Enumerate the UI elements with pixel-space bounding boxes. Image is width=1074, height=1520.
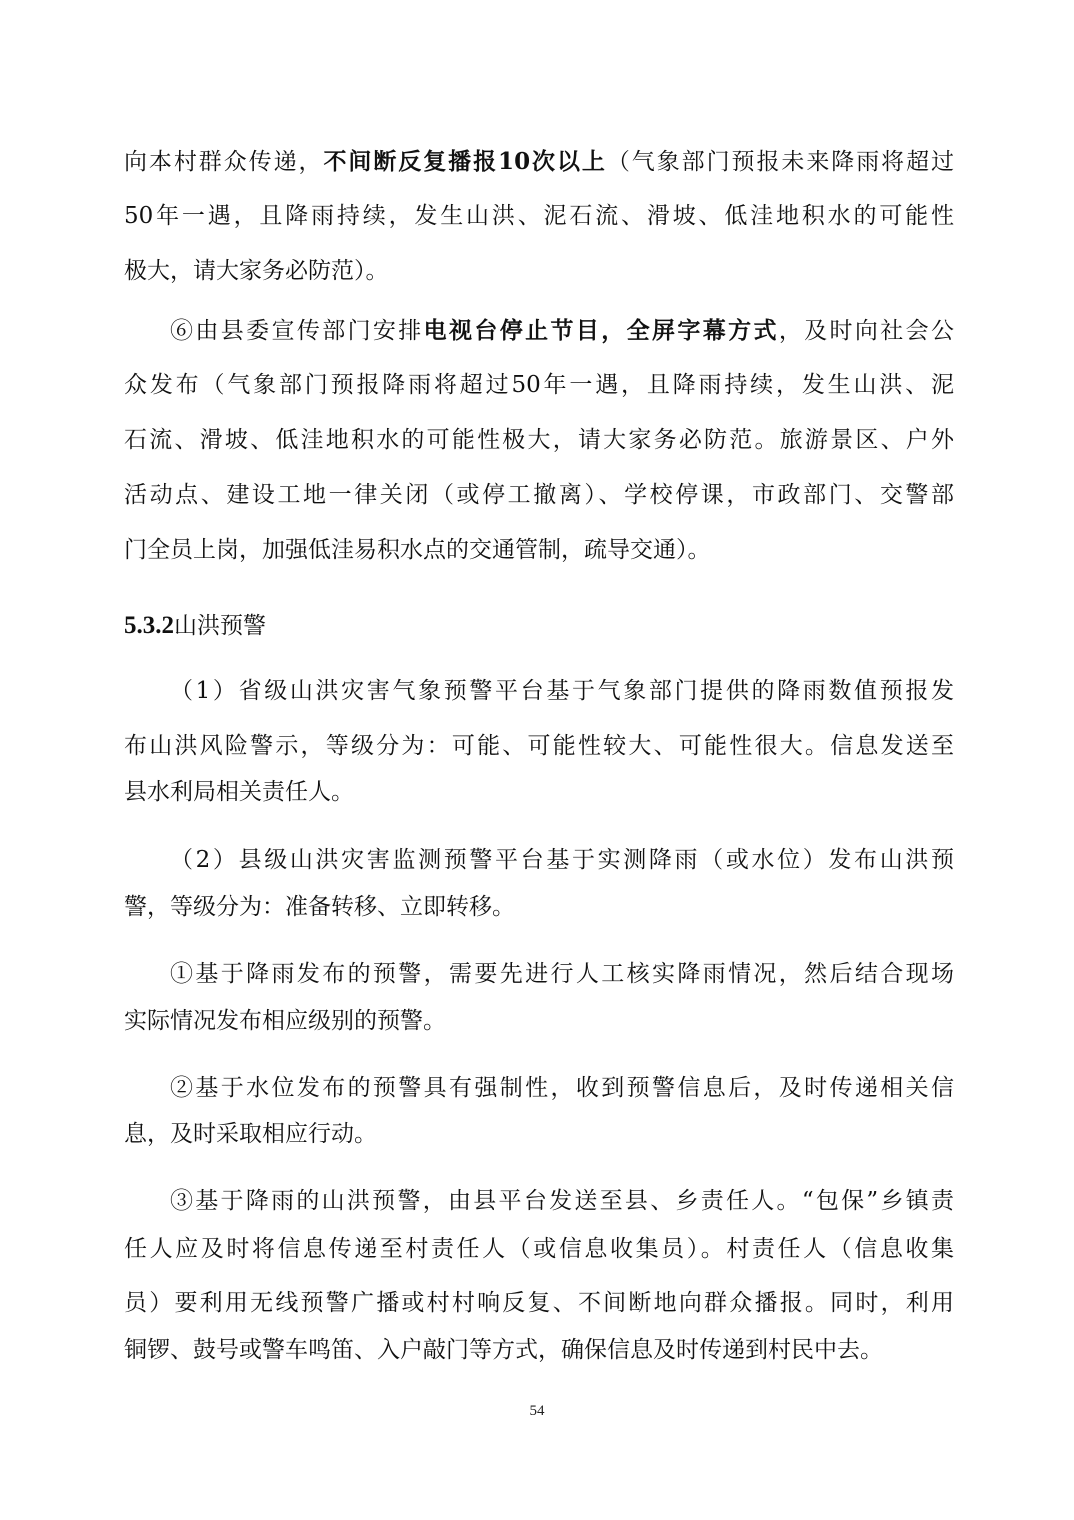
section-heading	[124, 611, 266, 641]
paragraph-1-line-1	[124, 147, 954, 177]
paragraph-2-line-1	[170, 316, 954, 346]
page-number: 54	[529, 1403, 545, 1419]
paragraph-1-line-3: 极大，请大家务必防范）。	[124, 258, 389, 284]
bold-emphasis: 电视台停止节目，全屏字幕方式	[423, 317, 779, 344]
section-title: 山洪预警	[174, 613, 266, 639]
paragraph-7-line-4: 铜锣、鼓号或警车鸣笛、入户敲门等方式，确保信息及时传递到村民中去。	[124, 1337, 883, 1363]
paragraph-2-line-5: 门全员上岗，加强低洼易积水点的交通管制，疏导交通）。	[124, 537, 711, 563]
paragraph-3-line-2: 布山洪风险警示，等级分为：可能、可能性较大、可能性很大。信息发送至	[124, 733, 954, 759]
paragraph-2-line-4: 活动点、建设工地一律关闭（或停工撤离）、学校停课，市政部门、交警部	[124, 482, 954, 508]
paragraph-3-line-3: 县水利局相关责任人。	[124, 779, 354, 805]
text-span: 向本村群众传递，	[124, 149, 324, 175]
text-span: （气象部门预报未来降雨将超过	[606, 149, 955, 175]
paragraph-5-line-2: 实际情况发布相应级别的预警。	[124, 1008, 446, 1034]
paragraph-6-line-2: 息，及时采取相应行动。	[124, 1121, 377, 1147]
paragraph-7-line-2: 任人应及时将信息传递至村责任人（或信息收集员）。村责任人（信息收集	[124, 1236, 954, 1262]
paragraph-4-line-2: 警，等级分为：准备转移、立即转移。	[124, 894, 515, 920]
bold-emphasis: 不间断反复播报10次以上	[323, 148, 607, 175]
paragraph-7-line-3: 员）要利用无线预警广播或村村响反复、不间断地向群众播报。同时，利用	[124, 1290, 954, 1316]
paragraph-3-line-1: （1）省级山洪灾害气象预警平台基于气象部门提供的降雨数值预报发	[170, 678, 954, 704]
text-span: ⑥由县委宣传部门安排	[170, 318, 424, 344]
paragraph-1-line-2: 50年一遇，且降雨持续，发生山洪、泥石流、滑坡、低洼地积水的可能性	[124, 203, 954, 229]
paragraph-6-line-1: ②基于水位发布的预警具有强制性，收到预警信息后，及时传递相关信	[170, 1075, 954, 1101]
section-number: 5.3.2	[124, 612, 174, 639]
paragraph-2-line-2: 众发布（气象部门预报降雨将超过50年一遇，且降雨持续，发生山洪、泥	[124, 372, 954, 398]
paragraph-2-line-3: 石流、滑坡、低洼地积水的可能性极大，请大家务必防范。旅游景区、户外	[124, 427, 954, 453]
text-span: ，及时向社会公	[778, 318, 955, 344]
paragraph-4-line-1: （2）县级山洪灾害监测预警平台基于实测降雨（或水位）发布山洪预	[170, 847, 954, 873]
paragraph-5-line-1: ①基于降雨发布的预警，需要先进行人工核实降雨情况，然后结合现场	[170, 961, 954, 987]
paragraph-7-line-1: ③基于降雨的山洪预警，由县平台发送至县、乡责任人。“包保”乡镇责	[170, 1188, 954, 1214]
